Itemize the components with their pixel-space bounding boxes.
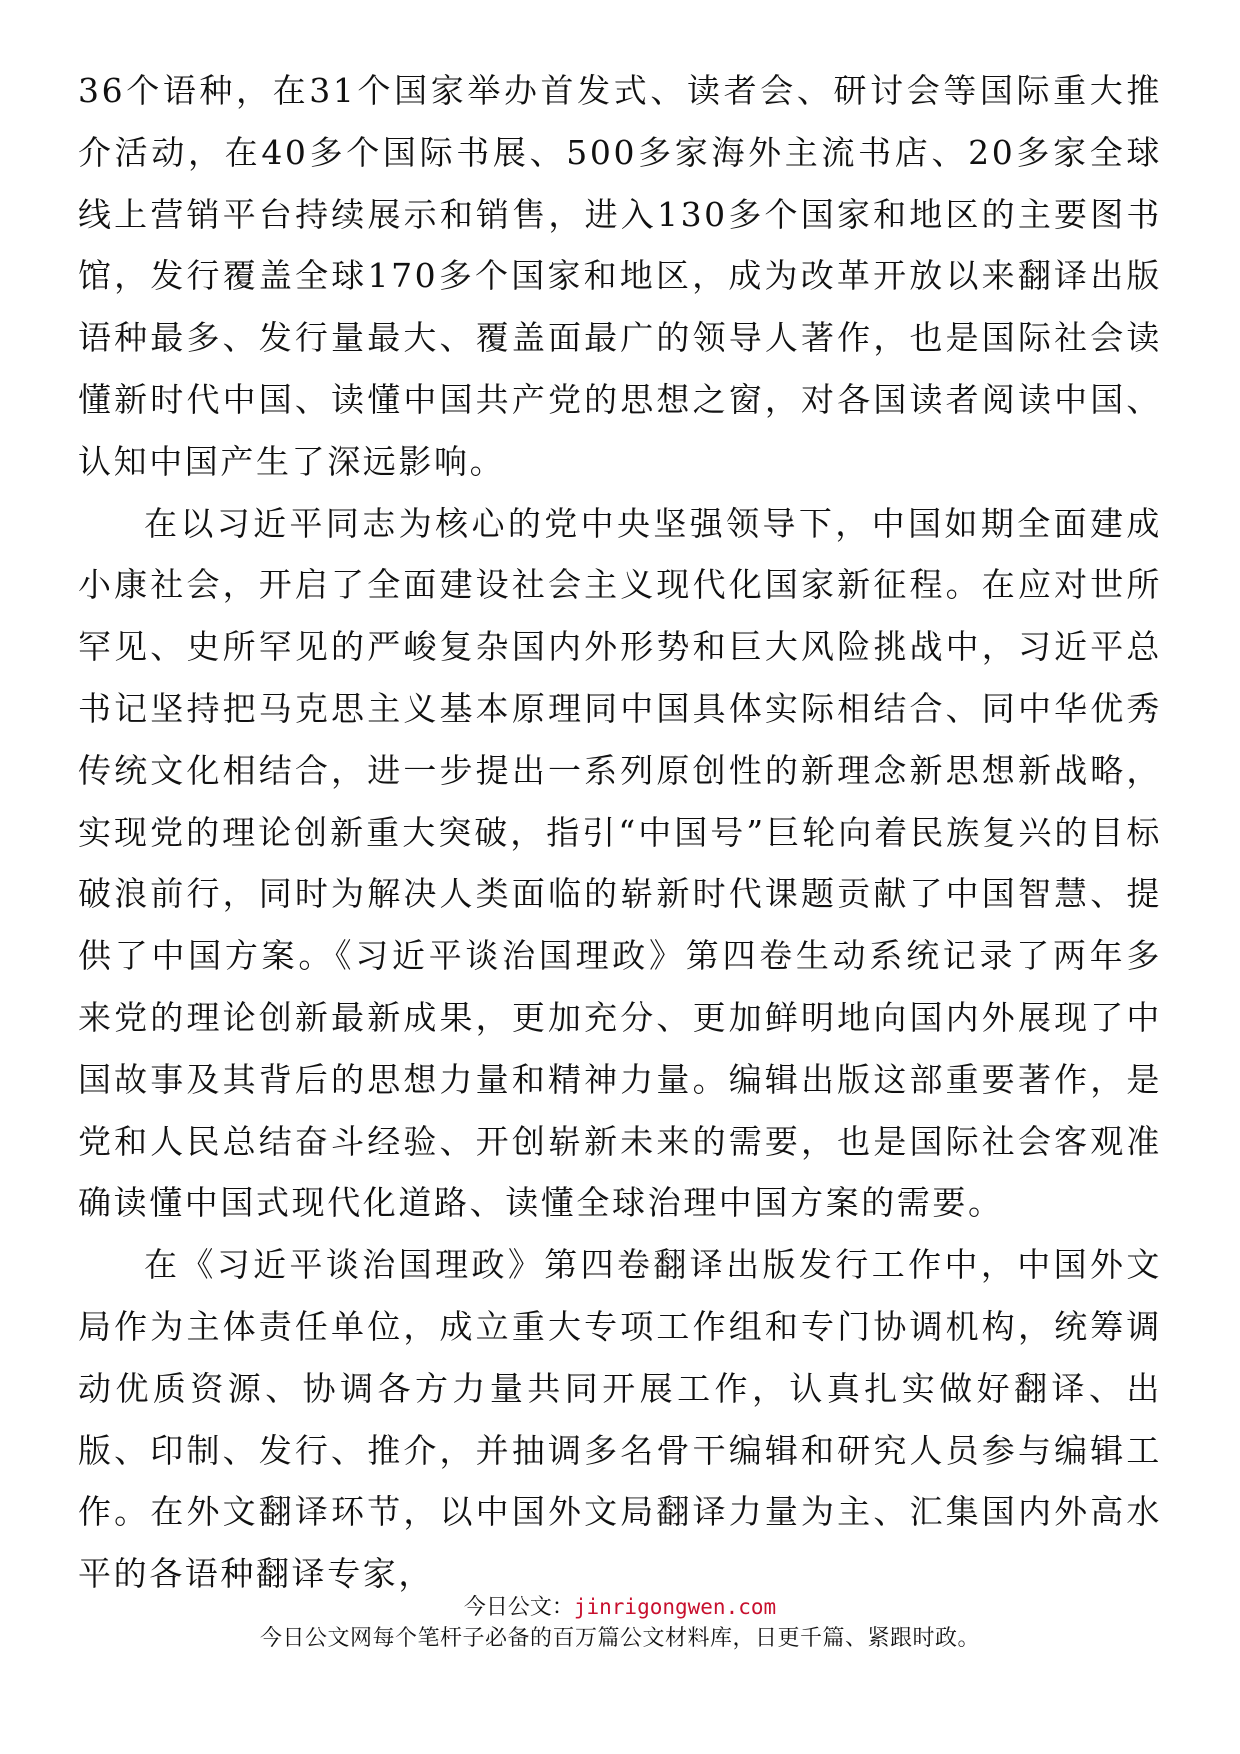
footer-site-line <box>0 1592 1240 1623</box>
paragraph-1: 36个语种，在31个国家举办首发式、读者会、研讨会等国际重大推介活动，在40多个国际书展、500多家海外主流书店、20多家全球线上营销平台持续展示和销售，进入130多个国家和地区的主要图书馆，发行覆盖全球170多个国家和地区，成为改革开放以来翻译出版语种最多、发行量最大、覆盖面最广的领导人著作，也是国际社会读懂新时代中国、读懂中国共产党的思想之窗，对各国读者阅读中国、认知中国产生了深远影响。 <box>78 71 1162 481</box>
paragraph-2: 在以习近平同志为核心的党中央坚强领导下，中国如期全面建成小康社会，开启了全面建设社会主义现代化国家新征程。在应对世所罕见、史所罕见的严峻复杂国内外形势和巨大风险挑战中，习近平总书记坚持把马克思主义基本原理同中国具体实际相结合、同中华优秀传统文化相结合，进一步提出一系列原创性的新理念新思想新战略，实现党的理论创新重大突破，指引“中国号”巨轮向着民族复兴的目标破浪前行，同时为解决人类面临的崭新时代课题贡献了中国智慧、提供了中国方案。《习近平谈治国理政》第四卷生动系统记录了两年多来党的理论创新最新成果，更加充分、更加鲜明地向国内外展现了中国故事及其背后的思想力量和精神力量。编辑出版这部重要著作，是党和人民总结奋斗经验、开创崭新未来的需要，也是国际社会客观准确读懂中国式现代化道路、读懂全球治理中国方案的需要。 <box>78 503 1162 1223</box>
footer-slogan: 今日公文网每个笔杆子必备的百万篇公文材料库，日更千篇、紧跟时政。 <box>259 1626 980 1651</box>
document-body <box>78 60 1162 1605</box>
footer-site-label: 今日公文： <box>463 1595 574 1620</box>
paragraph-3: 在《习近平谈治国理政》第四卷翻译出版发行工作中，中国外文局作为主体责任单位，成立重大专项工作组和专门协调机构，统筹调动优质资源、协调各方力量共同开展工作，认真扎实做好翻译、出版、印制、发行、推介，并抽调多名骨干编辑和研究人员参与编辑工作。在外文翻译环节，以中国外文局翻译力量为主、汇集国内外高水平的各语种翻译专家， <box>78 1245 1162 1594</box>
footer-site-link[interactable]: jinrigongwen.com <box>573 1595 777 1619</box>
